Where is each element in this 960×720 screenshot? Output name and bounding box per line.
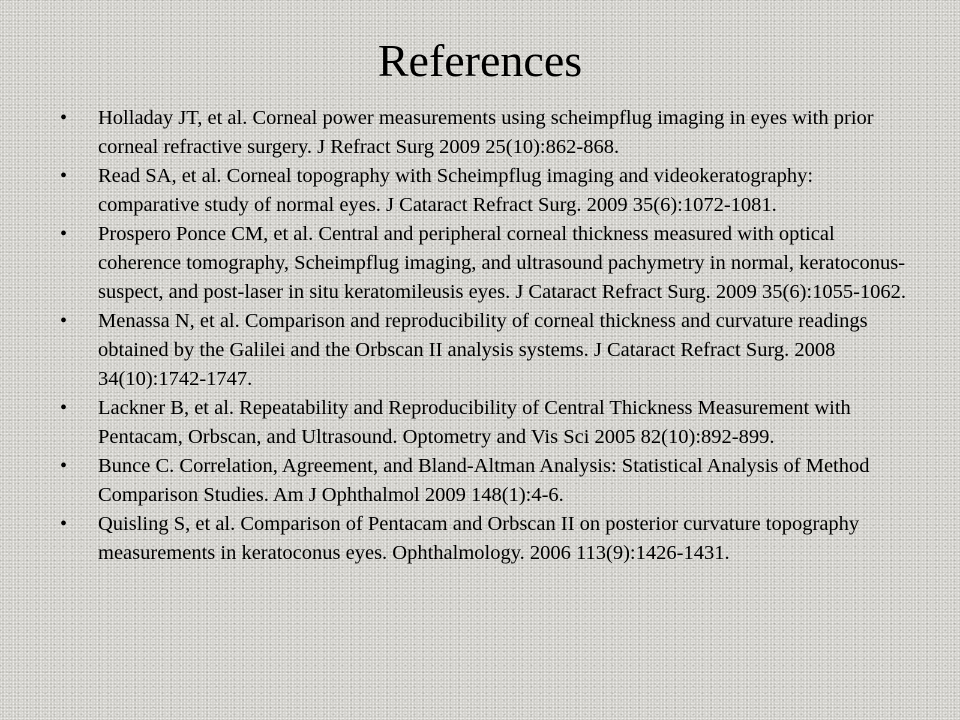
slide-title: References (377, 35, 583, 86)
reference-item (58, 307, 918, 394)
references-list (58, 104, 918, 568)
reference-item (58, 220, 918, 307)
reference-text: Prospero Ponce CM, et al. Central and peripheral corneal thickness measured with optical coherence tomography, Scheimpflug imaging, and ultrasound pachymetry in normal, keratoconus-suspect, and post-laser in situ keratomileusis eyes. J Cataract Refract Surg. 2009 35(6):1055-1062. (98, 223, 907, 303)
reference-text: Quisling S, et al. Comparison of Pentacam and Orbscan II on posterior curvature topography measurements in keratoconus eyes. Ophthalmology. 2006 113(9):1426-1431. (98, 513, 860, 564)
reference-item (58, 162, 918, 220)
reference-text: Bunce C. Correlation, Agreement, and Bland-Altman Analysis: Statistical Analysis of Method Comparison Studies. Am J Ophthalmol 2009 148(1):4-6. (98, 455, 870, 506)
reference-text: Read SA, et al. Corneal topography with Scheimpflug imaging and videokeratography: comparative study of normal eyes. J Cataract Refract Surg. 2009 35(6):1072-1081. (98, 165, 814, 216)
bullet-icon: • (60, 310, 68, 332)
bullet-icon: • (60, 165, 68, 187)
bullet-icon: • (60, 223, 68, 245)
reference-item (58, 394, 918, 452)
reference-item (58, 104, 918, 162)
reference-item (58, 510, 918, 568)
reference-text: Holladay JT, et al. Corneal power measurements using scheimpflug imaging in eyes with prior corneal refractive surgery. J Refract Surg 2009 25(10):862-868. (98, 107, 874, 158)
bullet-icon: • (60, 397, 68, 419)
bullet-icon: • (60, 107, 68, 129)
bullet-icon: • (60, 455, 68, 477)
reference-text: Lackner B, et al. Repeatability and Reproducibility of Central Thickness Measurement with Pentacam, Orbscan, and Ultrasound. Optometry and Vis Sci 2005 82(10):892-899. (98, 397, 851, 448)
reference-text: Menassa N, et al. Comparison and reproducibility of corneal thickness and curvature readings obtained by the Galilei and the Orbscan II analysis systems. J Cataract Refract Surg. 2008 34(10):1742-1747. (98, 310, 868, 390)
reference-item (58, 452, 918, 510)
bullet-icon: • (60, 513, 68, 535)
